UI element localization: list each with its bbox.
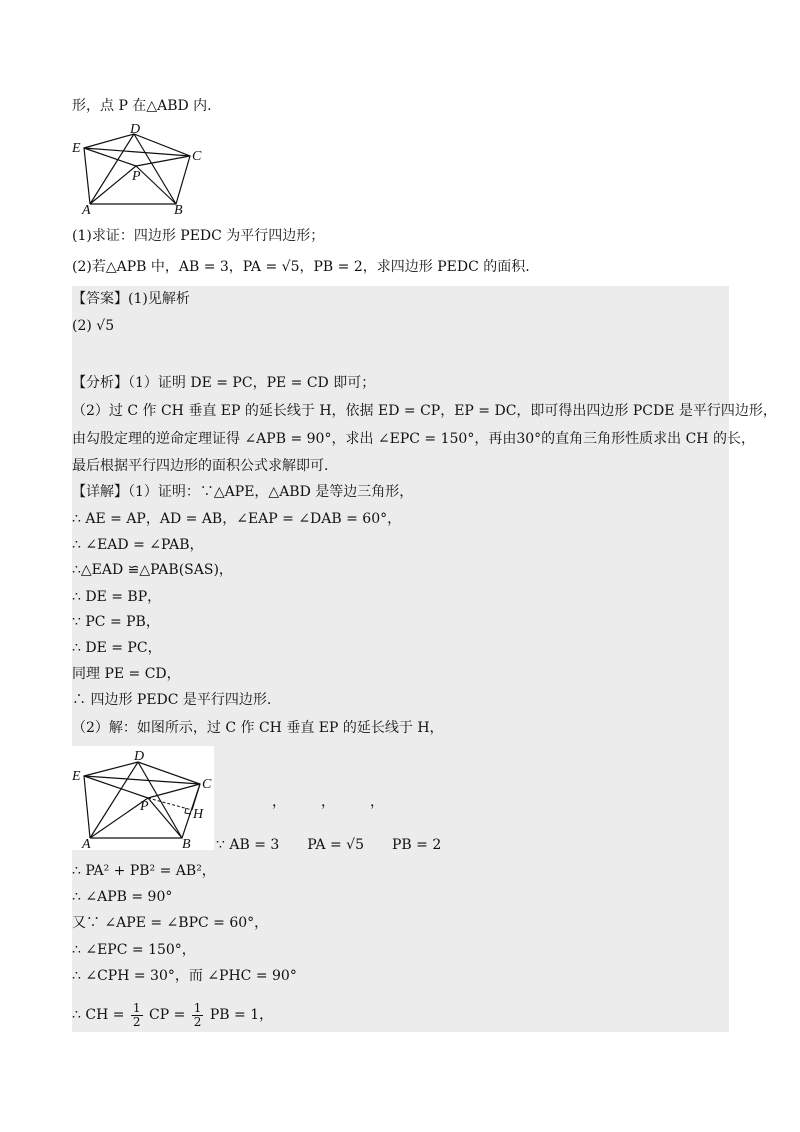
analysis-2: （2）过 C 作 CH 垂直 EP 的延长线于 H，依据 ED = CP，EP = DC，即可得出四边形 PCDE 是平行四边形， [72,403,777,419]
answer-2: (2) √5 [72,318,115,334]
step-2: ∴ ∠APB = 90° [72,889,173,905]
label2-B: B [182,837,191,850]
detail-1: 【详解】（1）证明：∵△APE，△ABD 是等边三角形， [72,484,414,500]
label-A: A [82,203,91,216]
figure2-commas: ， ， ， [272,794,384,810]
step-6-pre: ∴ CH = [72,1007,125,1023]
step-5: ∴ ∠CPH = 30°，而 ∠PHC = 90° [72,968,297,984]
label2-E: E [72,769,81,784]
question-2: (2)若△APB 中，AB = 3，PA = √5，PB = 2，求四边形 PEDC 的面积. [72,259,530,275]
fraction-half-1: $\frac{1}{2}$ [132,1000,141,1029]
label-B: B [174,203,183,216]
step-6 [72,1000,273,1030]
step-6-mid: CP = [149,1007,186,1023]
label-E: E [72,141,81,156]
top-line: 形，点 P 在△ABD 内. [72,98,212,114]
label2-H: H [193,807,204,822]
step-6-post: PB = 1， [209,1007,274,1023]
fraction-half-2: $\frac{1}{2}$ [193,1000,202,1029]
label2-C: C [202,777,212,792]
geometry-figure-1 [72,122,212,216]
detail-7: ∴ DE = PC， [72,640,162,656]
detail-10: （2）解：如图所示，过 C 作 CH 垂直 EP 的延长线于 H， [72,720,444,736]
label2-A: A [82,837,91,850]
label2-D: D [134,749,145,764]
detail-3: ∴ ∠EAD = ∠PAB， [72,537,204,553]
question-1: (1)求证：四边形 PEDC 为平行四边形； [72,228,325,244]
step-3: 又∵ ∠APE = ∠BPC = 60°， [72,915,269,931]
detail-5: ∴ DE = BP， [72,589,162,605]
label-D: D [130,122,141,137]
analysis-4: 最后根据平行四边形的面积公式求解即可. [72,458,329,474]
detail-4: ∴△EAD ≌△PAB(SAS)， [72,562,233,578]
label-C: C [192,149,202,164]
detail-9: ∴ 四边形 PEDC 是平行四边形. [72,692,272,708]
detail-2: ∴ AE = AP，AD = AB，∠EAP = ∠DAB = 60°， [72,511,402,527]
label2-P: P [140,799,149,814]
label-P: P [132,169,141,184]
detail-8: 同理 PE = CD， [72,666,181,682]
analysis-1: 【分析】（1）证明 DE = PC，PE = CD 即可； [72,375,376,391]
detail-6: ∵ PC = PB， [72,614,160,630]
given-values: ∵ AB = 3 PA = √5 PB = 2 [216,837,442,853]
analysis-3: 由勾股定理的逆命定理证得 ∠APB = 90°，求出 ∠EPC = 150°，再由30°的直角三角形性质求出 CH 的长， [72,431,755,447]
geometry-figure-2 [72,746,214,850]
step-4: ∴ ∠EPC = 150°， [72,942,196,958]
answer-label: 【答案】(1)见解析 [72,291,190,307]
step-1: ∴ PA² + PB² = AB²， [72,863,216,879]
